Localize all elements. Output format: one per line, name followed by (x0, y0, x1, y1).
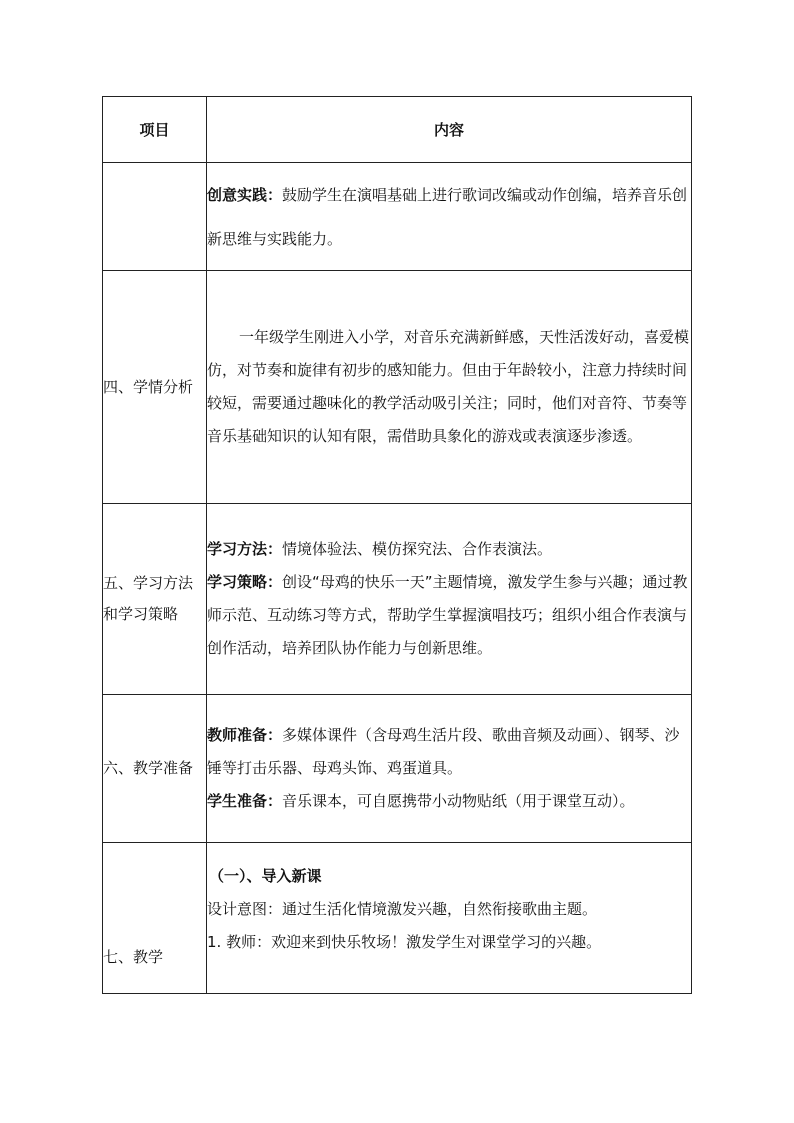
learning-analysis-text: 一年级学生刚进入小学，对音乐充满新鲜感，天性活泼好动，喜爱模仿，对节奏和旋律有初步的感知能力。但由于年龄较小，注意力持续时间较短，需要通过趣味化的教学活动吸引关注；同时，他们对音符、节奏等音乐基础知识的认知有限，需借助具象化的游戏或表演逐步渗透。 (207, 328, 690, 445)
methods-cell (207, 504, 692, 695)
lesson-plan-table (102, 96, 692, 994)
row-label-empty (103, 163, 207, 271)
creative-practice-text: 鼓励学生在演唱基础上进行歌词改编或动作创编，培养音乐创新思维与实践能力。 (207, 185, 688, 248)
creative-practice-cell (207, 163, 692, 271)
prep-cell (207, 695, 692, 843)
student-prep-paragraph (207, 785, 691, 818)
student-prep-title: 学生准备： (207, 792, 283, 810)
row-label-methods: 五、学习方法和学习策略 (103, 504, 207, 695)
header-content: 内容 (207, 97, 692, 163)
teacher-prep-paragraph (207, 719, 691, 785)
row-label-learning: 四、学情分析 (103, 271, 207, 504)
process-cell (207, 843, 692, 994)
teacher-prep-text: 多媒体课件（含母鸡生活片段、歌曲音频及动画）、钢琴、沙锤等打击乐器、母鸡头饰、鸡蛋道具。 (207, 726, 680, 777)
method-text: 情境体验法、模仿探究法、合作表演法。 (282, 540, 553, 558)
row-label-prep: 六、教学准备 (103, 695, 207, 843)
method-paragraph (207, 533, 691, 566)
creative-practice-title: 创意实践： (207, 185, 283, 204)
table-row-creative (103, 163, 692, 271)
table-row-learning (103, 271, 692, 504)
table-row-methods (103, 504, 692, 695)
step-1: 1. 教师：欢迎来到快乐牧场！激发学生对课堂学习的兴趣。 (207, 933, 602, 951)
strategy-paragraph (207, 566, 691, 665)
header-item: 项目 (103, 97, 207, 163)
table-row-prep (103, 695, 692, 843)
strategy-title: 学习策略： (207, 573, 283, 591)
strategy-text: 创设“母鸡的快乐一天”主题情境，激发学生参与兴趣；通过教师示范、互动练习等方式，帮助学生掌握演唱技巧；组织小组合作表演与创作活动，培养团队协作能力与创新思维。 (207, 573, 688, 657)
teacher-prep-title: 教师准备： (207, 726, 283, 744)
design-intent: 设计意图：通过生活化情境激发兴趣，自然衔接歌曲主题。 (207, 900, 598, 918)
learning-analysis-cell (207, 271, 692, 504)
method-title: 学习方法： (207, 540, 283, 558)
row-label-process: 七、教学 (103, 843, 207, 994)
section-title: （一）、导入新课 (209, 867, 322, 885)
student-prep-text: 音乐课本，可自愿携带小动物贴纸（用于课堂互动）。 (282, 792, 635, 810)
table-header-row (103, 97, 692, 163)
table-row-process (103, 843, 692, 994)
